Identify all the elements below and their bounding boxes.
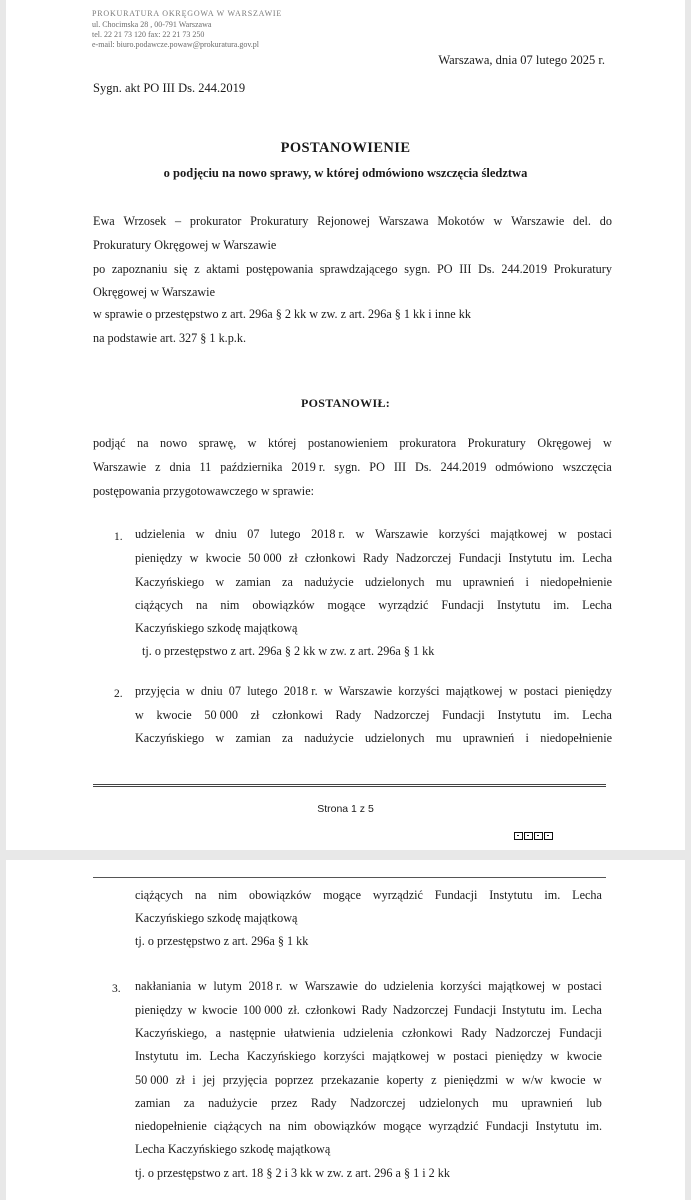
word: im. bbox=[553, 708, 570, 722]
word: Instytutu bbox=[135, 1049, 179, 1063]
word: obowiązków bbox=[252, 598, 315, 612]
item-2-cont-line-1 bbox=[135, 888, 602, 903]
word: wyrządzić bbox=[372, 888, 423, 902]
word: Nadzorczej bbox=[350, 1096, 406, 1110]
word: Nadzorczej bbox=[373, 708, 430, 722]
item-3-line-7 bbox=[135, 1119, 602, 1134]
word: 244.2019 bbox=[440, 460, 487, 474]
word: ciążących bbox=[213, 1119, 262, 1133]
header-rule bbox=[93, 877, 606, 878]
word: w bbox=[593, 1073, 602, 1087]
word: ciążących bbox=[135, 598, 184, 612]
item-3-line-6 bbox=[135, 1096, 602, 1111]
word: 50 000 bbox=[248, 551, 282, 565]
word: zamian bbox=[135, 1096, 171, 1110]
word: Nadzorczej bbox=[392, 1003, 449, 1017]
word: sprawę, bbox=[198, 436, 237, 450]
word: III bbox=[459, 262, 472, 276]
word: Warszawie bbox=[304, 979, 358, 993]
item-3-line-9: tj. o przestępstwo z art. 18 § 2 i 3 kk w zw. z art. 296 a § 1 i 2 kk bbox=[135, 1166, 450, 1180]
word: Lecha bbox=[582, 708, 612, 722]
word: pieniędzy bbox=[564, 684, 612, 698]
word: aktami bbox=[206, 262, 240, 276]
intro-line-3 bbox=[93, 262, 612, 277]
word: do bbox=[599, 214, 612, 228]
word: Fundacji bbox=[453, 1003, 497, 1017]
word: Ds. bbox=[478, 262, 495, 276]
letterhead-email: e-mail: biuro.podawcze.powaw@prokuratura.gov.pl bbox=[92, 40, 260, 49]
word: Nadzorczej bbox=[395, 551, 452, 565]
word: niedopełnienie bbox=[135, 1119, 207, 1133]
word: niedopełnienie bbox=[540, 731, 612, 745]
word: im. bbox=[553, 598, 570, 612]
word: w bbox=[247, 436, 257, 450]
word: Instytutu bbox=[508, 551, 552, 565]
footer-rule bbox=[93, 784, 606, 787]
item-3-number: 3. bbox=[112, 983, 121, 995]
item-2-cont-line-3: tj. o przestępstwo z art. 296a § 1 kk bbox=[135, 934, 309, 948]
word: Ds. bbox=[415, 460, 432, 474]
place-date: Warszawa, dnia 07 lutego 2025 r. bbox=[438, 53, 605, 67]
word: Warszawie bbox=[374, 527, 429, 541]
word: – bbox=[175, 214, 182, 228]
word: przez bbox=[270, 1096, 298, 1110]
word: kwocie bbox=[202, 1003, 238, 1017]
word: nowo bbox=[160, 436, 188, 450]
word: nim bbox=[287, 1119, 307, 1133]
word: 50 000 bbox=[135, 1073, 169, 1087]
word: zamian bbox=[235, 731, 271, 745]
word: nim bbox=[218, 888, 238, 902]
word: mu bbox=[435, 575, 452, 589]
word: pieniędzy bbox=[135, 551, 183, 565]
word: 100 000 bbox=[242, 1003, 283, 1017]
word: 2019 r. bbox=[291, 460, 326, 474]
intro-line-4: Okręgowej w Warszawie bbox=[93, 285, 215, 299]
item-1-line-5: Kaczyńskiego szkodę majątkową bbox=[135, 621, 298, 635]
word: Fundacji bbox=[559, 1026, 602, 1040]
word: Kaczyńskiego bbox=[135, 575, 205, 589]
word: Kaczyńskiego, bbox=[135, 1026, 208, 1040]
word: im. bbox=[185, 1049, 202, 1063]
word: zł bbox=[175, 1073, 185, 1087]
word: Instytutu bbox=[501, 1003, 546, 1017]
item-3-line-3 bbox=[135, 1026, 602, 1041]
word: w bbox=[197, 979, 207, 993]
word: Wrzosek bbox=[123, 214, 167, 228]
word: im. bbox=[586, 1119, 602, 1133]
word: udzielonych bbox=[364, 731, 425, 745]
word: Rady bbox=[461, 1026, 487, 1040]
word: za bbox=[282, 575, 293, 589]
word: mogące bbox=[323, 888, 362, 902]
decided-heading: POSTANOWIŁ: bbox=[300, 396, 391, 410]
word: mogące bbox=[327, 598, 366, 612]
word: Fundacji bbox=[485, 1119, 529, 1133]
word: uprawnień bbox=[521, 1096, 573, 1110]
word: 50 000 bbox=[204, 708, 238, 722]
word: kwocie bbox=[566, 1049, 602, 1063]
word: majątkowej bbox=[445, 684, 503, 698]
item-3-line-1 bbox=[135, 979, 602, 994]
word: Instytutu bbox=[535, 1119, 579, 1133]
item-3-line-2 bbox=[135, 1003, 602, 1018]
word: lub bbox=[586, 1096, 602, 1110]
word: wyrządzić bbox=[378, 598, 429, 612]
word: Rady bbox=[335, 708, 362, 722]
item-1-line-2 bbox=[135, 551, 612, 566]
word: udzielenia bbox=[383, 979, 434, 993]
word: października bbox=[220, 460, 283, 474]
word: Warszawie bbox=[511, 214, 565, 228]
word: del. bbox=[573, 214, 591, 228]
word: lutego bbox=[247, 684, 278, 698]
word: dniu bbox=[200, 684, 223, 698]
word: korzyści bbox=[440, 979, 482, 993]
word: w bbox=[289, 979, 298, 993]
word: lutym bbox=[213, 979, 242, 993]
word: Ewa bbox=[93, 214, 115, 228]
item-1-line-3 bbox=[135, 575, 612, 590]
word: mu bbox=[435, 731, 452, 745]
word: w bbox=[215, 575, 225, 589]
word: w bbox=[493, 214, 503, 228]
word: korzyści bbox=[323, 1049, 365, 1063]
word: udzielenia bbox=[135, 527, 186, 541]
item-1-line-6: tj. o przestępstwo z art. 296a § 2 kk w zw. z art. 296a § 1 kk bbox=[142, 644, 435, 658]
item-3-line-5 bbox=[135, 1073, 602, 1088]
word: uprawnień bbox=[462, 731, 515, 745]
word: postaci bbox=[523, 684, 559, 698]
word: i bbox=[525, 731, 529, 745]
word: im. bbox=[559, 551, 575, 565]
word: Lecha bbox=[582, 598, 612, 612]
item-1-number: 1. bbox=[114, 531, 123, 543]
word: Fundacji bbox=[434, 888, 478, 902]
word: przyjęcia bbox=[135, 684, 180, 698]
word: w bbox=[355, 527, 365, 541]
word: Lecha bbox=[572, 888, 602, 902]
word: korzyści bbox=[398, 684, 440, 698]
word: nadużycie bbox=[304, 731, 354, 745]
word: za bbox=[183, 1096, 195, 1110]
intro-line-6: na podstawie art. 327 § 1 k.p.k. bbox=[93, 331, 246, 345]
word: Instytutu bbox=[497, 708, 541, 722]
decision-line-2 bbox=[93, 460, 612, 475]
word: z bbox=[194, 262, 200, 276]
item-3-line-8: Lecha Kaczyńskiego szkodę majątkową bbox=[135, 1142, 331, 1156]
word: obowiązków bbox=[249, 888, 312, 902]
word: zapoznaniu bbox=[111, 262, 168, 276]
word: Fundacji bbox=[441, 598, 485, 612]
word: im. bbox=[550, 1003, 567, 1017]
word: udzielenia bbox=[343, 1026, 394, 1040]
word: się bbox=[174, 262, 188, 276]
word: odmówiono bbox=[495, 460, 554, 474]
word: Prokuratury bbox=[250, 214, 309, 228]
word: kwocie bbox=[205, 551, 241, 565]
letterhead-office: PROKURATURA OKRĘGOWA W WARSZAWIE bbox=[92, 9, 283, 18]
word: majątkowej bbox=[372, 1049, 430, 1063]
word: poprzez bbox=[274, 1073, 314, 1087]
word: w/w bbox=[521, 1073, 543, 1087]
word: nadużycie bbox=[304, 575, 354, 589]
word: postanowieniem bbox=[307, 436, 388, 450]
word: Instytutu bbox=[489, 888, 533, 902]
word: zł. bbox=[287, 1003, 300, 1017]
word: 244.2019 bbox=[501, 262, 548, 276]
word: Nadzorczej bbox=[495, 1026, 551, 1040]
word: prokurator bbox=[189, 214, 242, 228]
word: podjąć bbox=[93, 436, 126, 450]
word: prokuratora bbox=[399, 436, 457, 450]
word: Instytutu bbox=[497, 598, 541, 612]
word: członkowi bbox=[305, 1003, 357, 1017]
word: i bbox=[525, 575, 529, 589]
word: postaci bbox=[453, 1049, 488, 1063]
word: Kaczyńskiego bbox=[246, 1049, 316, 1063]
word: postępowania bbox=[246, 262, 314, 276]
letterhead-address: ul. Chocimska 28 , 00-791 Warszawa bbox=[92, 20, 212, 29]
intro-line-1 bbox=[93, 214, 612, 229]
word: w bbox=[323, 684, 333, 698]
word: Lecha bbox=[209, 1049, 240, 1063]
word: Prokuratury bbox=[553, 262, 612, 276]
word: następnie bbox=[229, 1026, 276, 1040]
word: w bbox=[603, 436, 612, 450]
word: Warszawa bbox=[378, 214, 429, 228]
word: lutego bbox=[270, 527, 301, 541]
word: uprawnień bbox=[462, 575, 515, 589]
word: kwocie bbox=[550, 1073, 586, 1087]
word: w bbox=[436, 1049, 446, 1063]
word: PO bbox=[369, 460, 385, 474]
word: w bbox=[189, 551, 199, 565]
word: w bbox=[551, 979, 561, 993]
document-page-2 bbox=[6, 860, 685, 1200]
item-1-line-1 bbox=[135, 527, 612, 542]
word: zamian bbox=[235, 575, 271, 589]
item-1-line-4 bbox=[135, 598, 612, 613]
word: im. bbox=[544, 888, 561, 902]
case-signature: Sygn. akt PO III Ds. 244.2019 bbox=[93, 81, 246, 95]
word: koperty bbox=[386, 1073, 424, 1087]
word: sygn. bbox=[334, 460, 361, 474]
word: nadużycie bbox=[208, 1096, 258, 1110]
word: udzielonych bbox=[364, 575, 425, 589]
word: udzielonych bbox=[419, 1096, 479, 1110]
word: 2018 r. bbox=[283, 684, 318, 698]
intro-line-5: w sprawie o przestępstwo z art. 296a § 2 kk w zw. z art. 296a § 1 kk i inne kk bbox=[93, 307, 471, 321]
word: korzyści bbox=[438, 527, 480, 541]
word: 11 bbox=[199, 460, 212, 474]
word: 07 bbox=[247, 527, 260, 541]
word: mogące bbox=[383, 1119, 422, 1133]
word: na bbox=[269, 1119, 281, 1133]
word: 2018 r. bbox=[248, 979, 283, 993]
item-2-line-1 bbox=[135, 684, 612, 699]
word: w bbox=[135, 708, 144, 722]
word: nakłaniania bbox=[135, 979, 192, 993]
word: przekazanie bbox=[320, 1073, 380, 1087]
word: ciążących bbox=[135, 888, 184, 902]
word: członkowi bbox=[401, 1026, 453, 1040]
word: pieniędzy bbox=[495, 1049, 543, 1063]
word: członkowi bbox=[272, 708, 323, 722]
document-page-1 bbox=[6, 0, 685, 850]
word: pieniędzy bbox=[135, 1003, 183, 1017]
word: przyjęcia bbox=[222, 1073, 268, 1087]
word: a bbox=[215, 1026, 221, 1040]
word: w bbox=[508, 684, 518, 698]
word: Rady bbox=[310, 1096, 337, 1110]
word: na bbox=[195, 598, 208, 612]
word: mu bbox=[492, 1096, 508, 1110]
word: Rady bbox=[362, 551, 389, 565]
word: 2018 r. bbox=[311, 527, 345, 541]
word: wyrządzić bbox=[428, 1119, 479, 1133]
word: sprawdzającego bbox=[319, 262, 398, 276]
word: w bbox=[195, 527, 205, 541]
word: wszczęcia bbox=[562, 460, 612, 474]
word: pieniędzmi bbox=[444, 1073, 499, 1087]
barcode-icon bbox=[514, 832, 553, 840]
word: której bbox=[267, 436, 297, 450]
word: w bbox=[550, 1049, 560, 1063]
word: zł bbox=[288, 551, 298, 565]
word: w bbox=[557, 527, 567, 541]
word: w bbox=[505, 1073, 515, 1087]
intro-line-2: Prokuratury Okręgowej w Warszawie bbox=[93, 238, 277, 252]
word: postaci bbox=[577, 527, 612, 541]
page-footer: Strona 1 z 5 bbox=[317, 803, 374, 815]
word: majątkowej bbox=[490, 527, 548, 541]
word: Warszawie bbox=[338, 684, 393, 698]
item-2-cont-line-2: Kaczyńskiego szkodę majątkową bbox=[135, 911, 298, 925]
word: Rejonowej bbox=[317, 214, 370, 228]
word: Lecha bbox=[582, 551, 612, 565]
word: po bbox=[93, 262, 106, 276]
letterhead-phone: tel. 22 21 73 120 fax: 22 21 73 250 bbox=[92, 30, 205, 39]
word: dnia bbox=[169, 460, 191, 474]
word: kwocie bbox=[156, 708, 192, 722]
word: z bbox=[431, 1073, 437, 1087]
word: w bbox=[187, 1003, 197, 1017]
word: 07 bbox=[228, 684, 241, 698]
word: członkowi bbox=[304, 551, 356, 565]
word: na bbox=[194, 888, 207, 902]
document-subtitle: o podjęciu na nowo sprawy, w której odmówiono wszczęcia śledztwa bbox=[163, 166, 528, 180]
word: nim bbox=[220, 598, 240, 612]
word: PO bbox=[437, 262, 453, 276]
word: Lecha bbox=[572, 1003, 602, 1017]
word: w bbox=[215, 731, 225, 745]
decision-line-1 bbox=[93, 436, 612, 451]
word: majątkowej bbox=[488, 979, 546, 993]
word: za bbox=[282, 731, 293, 745]
word: do bbox=[364, 979, 377, 993]
word: Okręgowej bbox=[537, 436, 592, 450]
item-2-number: 2. bbox=[114, 688, 123, 700]
word: jej bbox=[203, 1073, 216, 1087]
word: Warszawie bbox=[93, 460, 147, 474]
item-2-line-3 bbox=[135, 731, 612, 746]
word: dniu bbox=[215, 527, 237, 541]
word: ułatwienia bbox=[284, 1026, 335, 1040]
word: w bbox=[185, 684, 195, 698]
word: niedopełnienie bbox=[540, 575, 612, 589]
word: III bbox=[393, 460, 407, 474]
word: obowiązków bbox=[313, 1119, 377, 1133]
word: Fundacji bbox=[442, 708, 485, 722]
word: Mokotów bbox=[437, 214, 485, 228]
word: z bbox=[155, 460, 161, 474]
word: i bbox=[192, 1073, 196, 1087]
word: Prokuratury bbox=[467, 436, 526, 450]
document-title: POSTANOWIENIE bbox=[280, 140, 411, 156]
word: zł bbox=[250, 708, 260, 722]
item-2-line-2 bbox=[135, 708, 612, 723]
word: Kaczyńskiego bbox=[135, 731, 205, 745]
word: sygn. bbox=[404, 262, 431, 276]
decision-line-3: postępowania przygotowawczego w sprawie: bbox=[93, 484, 314, 498]
word: postaci bbox=[567, 979, 602, 993]
item-3-line-4 bbox=[135, 1049, 602, 1064]
word: Fundacji bbox=[458, 551, 502, 565]
word: na bbox=[137, 436, 149, 450]
word: Rady bbox=[361, 1003, 388, 1017]
